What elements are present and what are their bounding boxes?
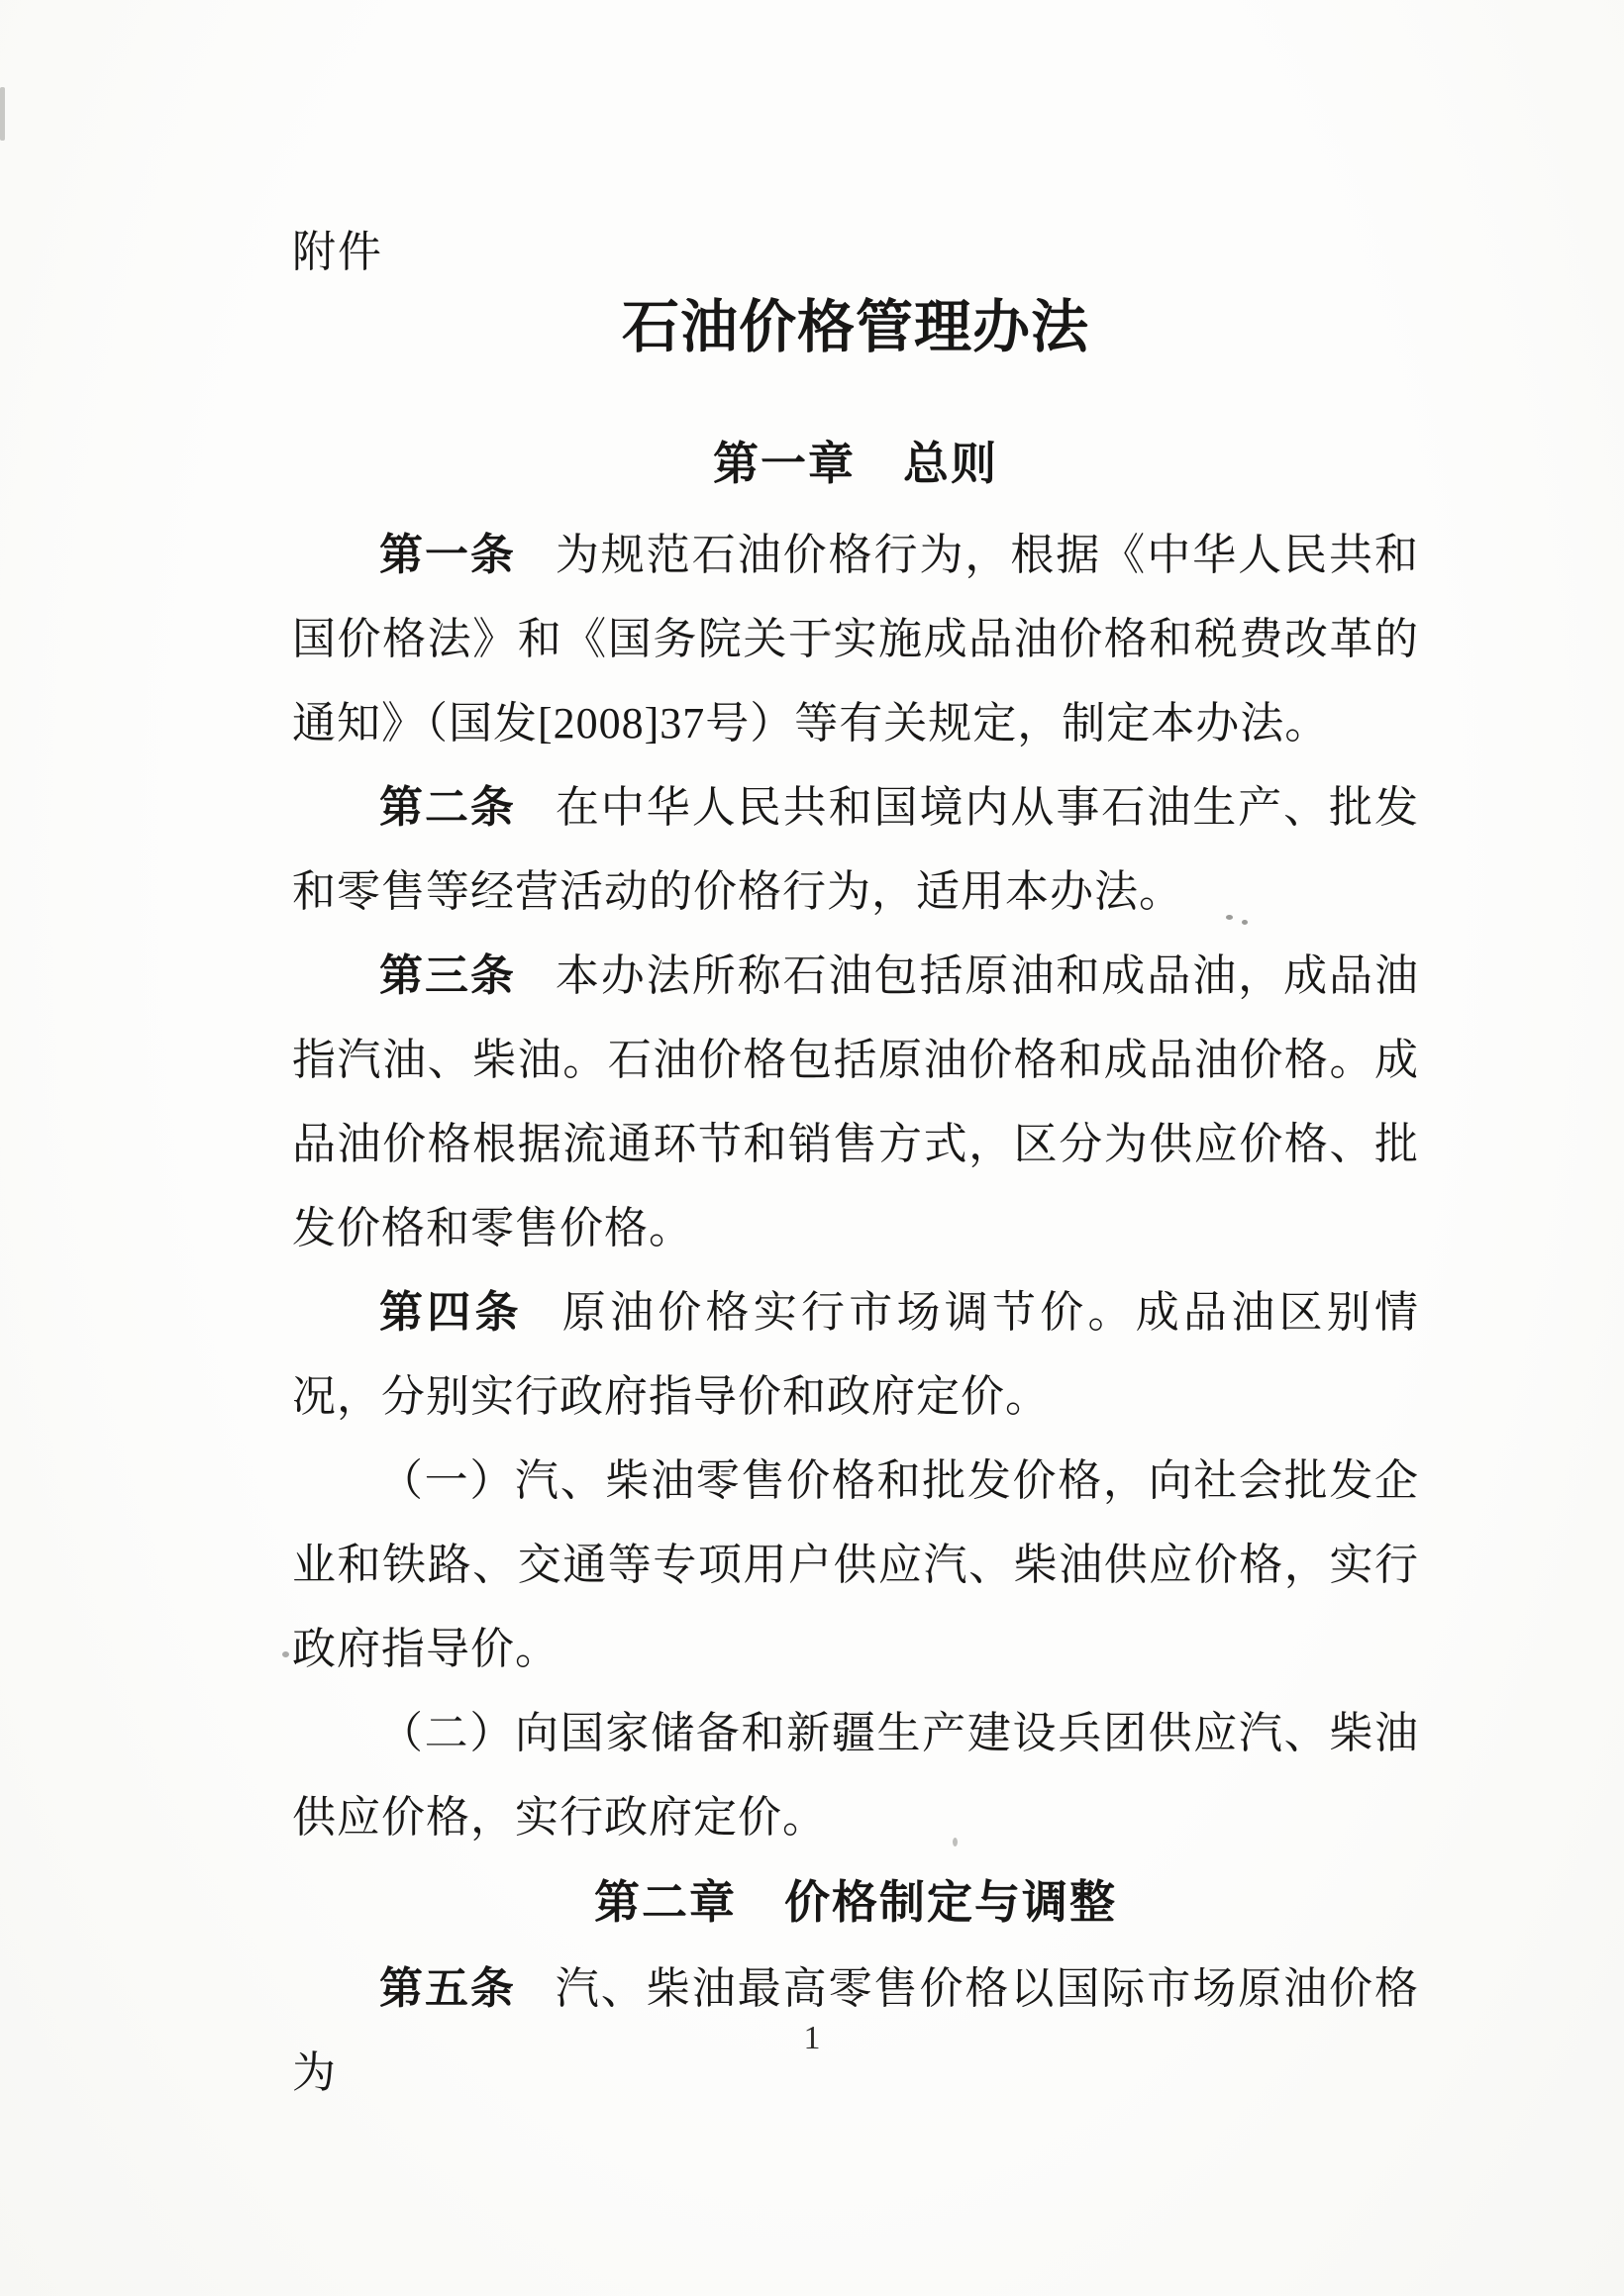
article-1-label: 第一条: [379, 531, 516, 579]
article-1-text: 为规范石油价格行为，根据《中华人民共和国价格法》和《国务院关于实施成品油价格和税费改革的通知》（国发[2008]37号）等有关规定，制定本办法。: [292, 531, 1420, 748]
article-5-text: 汽、柴油最高零售价格以国际市场原油价格为: [292, 1964, 1420, 2097]
article-2-text: 在中华人民共和国境内从事石油生产、批发和零售等经营活动的价格行为，适用本办法。: [292, 783, 1420, 916]
scan-edge-smudge: [0, 87, 5, 141]
article-5-label: 第五条: [379, 1964, 516, 2013]
article-4-subitem-1: [292, 1439, 1419, 1691]
article-2-label: 第二条: [379, 783, 516, 832]
article-3-paragraph: [292, 934, 1419, 1270]
article-2-paragraph: [292, 765, 1419, 934]
page-number: 1: [803, 2020, 821, 2056]
article-4-label: 第四条: [379, 1288, 523, 1337]
document-content: [292, 0, 1419, 2115]
article-4-subitem-2: [292, 1691, 1419, 1859]
scan-speck: [953, 1838, 958, 1847]
article-4-paragraph: [292, 1270, 1419, 1439]
article-1-paragraph: [292, 513, 1419, 765]
scan-speck: [282, 1651, 289, 1657]
scan-speck: [1226, 915, 1233, 920]
attachment-label: 附件: [292, 228, 383, 276]
article-3-label: 第三条: [379, 951, 516, 1000]
subitem-1-text: （一）汽、柴油零售价格和批发价格，向社会批发企业和铁路、交通等专项用户供应汽、柴油供应价格，实行政府指导价。: [292, 1456, 1419, 1673]
article-3-text: 本办法所称石油包括原油和成品油，成品油指汽油、柴油。石油价格包括原油价格和成品油价格。成品油价格根据流通环节和销售方式，区分为供应价格、批发价格和零售价格。: [292, 951, 1420, 1252]
chapter-2-heading: 第二章 价格制定与调整: [594, 1877, 1117, 1928]
scan-speck: [825, 631, 831, 636]
chapter-1-heading: 第一章 总则: [713, 439, 998, 489]
scan-speck: [1242, 920, 1248, 925]
document-title: 石油价格管理办法: [621, 295, 1089, 359]
article-4-text: 原油价格实行市场调节价。成品油区别情况，分别实行政府指导价和政府定价。: [292, 1288, 1419, 1421]
subitem-2-text: （二）向国家储备和新疆生产建设兵团供应汽、柴油供应价格，实行政府定价。: [292, 1709, 1419, 1842]
